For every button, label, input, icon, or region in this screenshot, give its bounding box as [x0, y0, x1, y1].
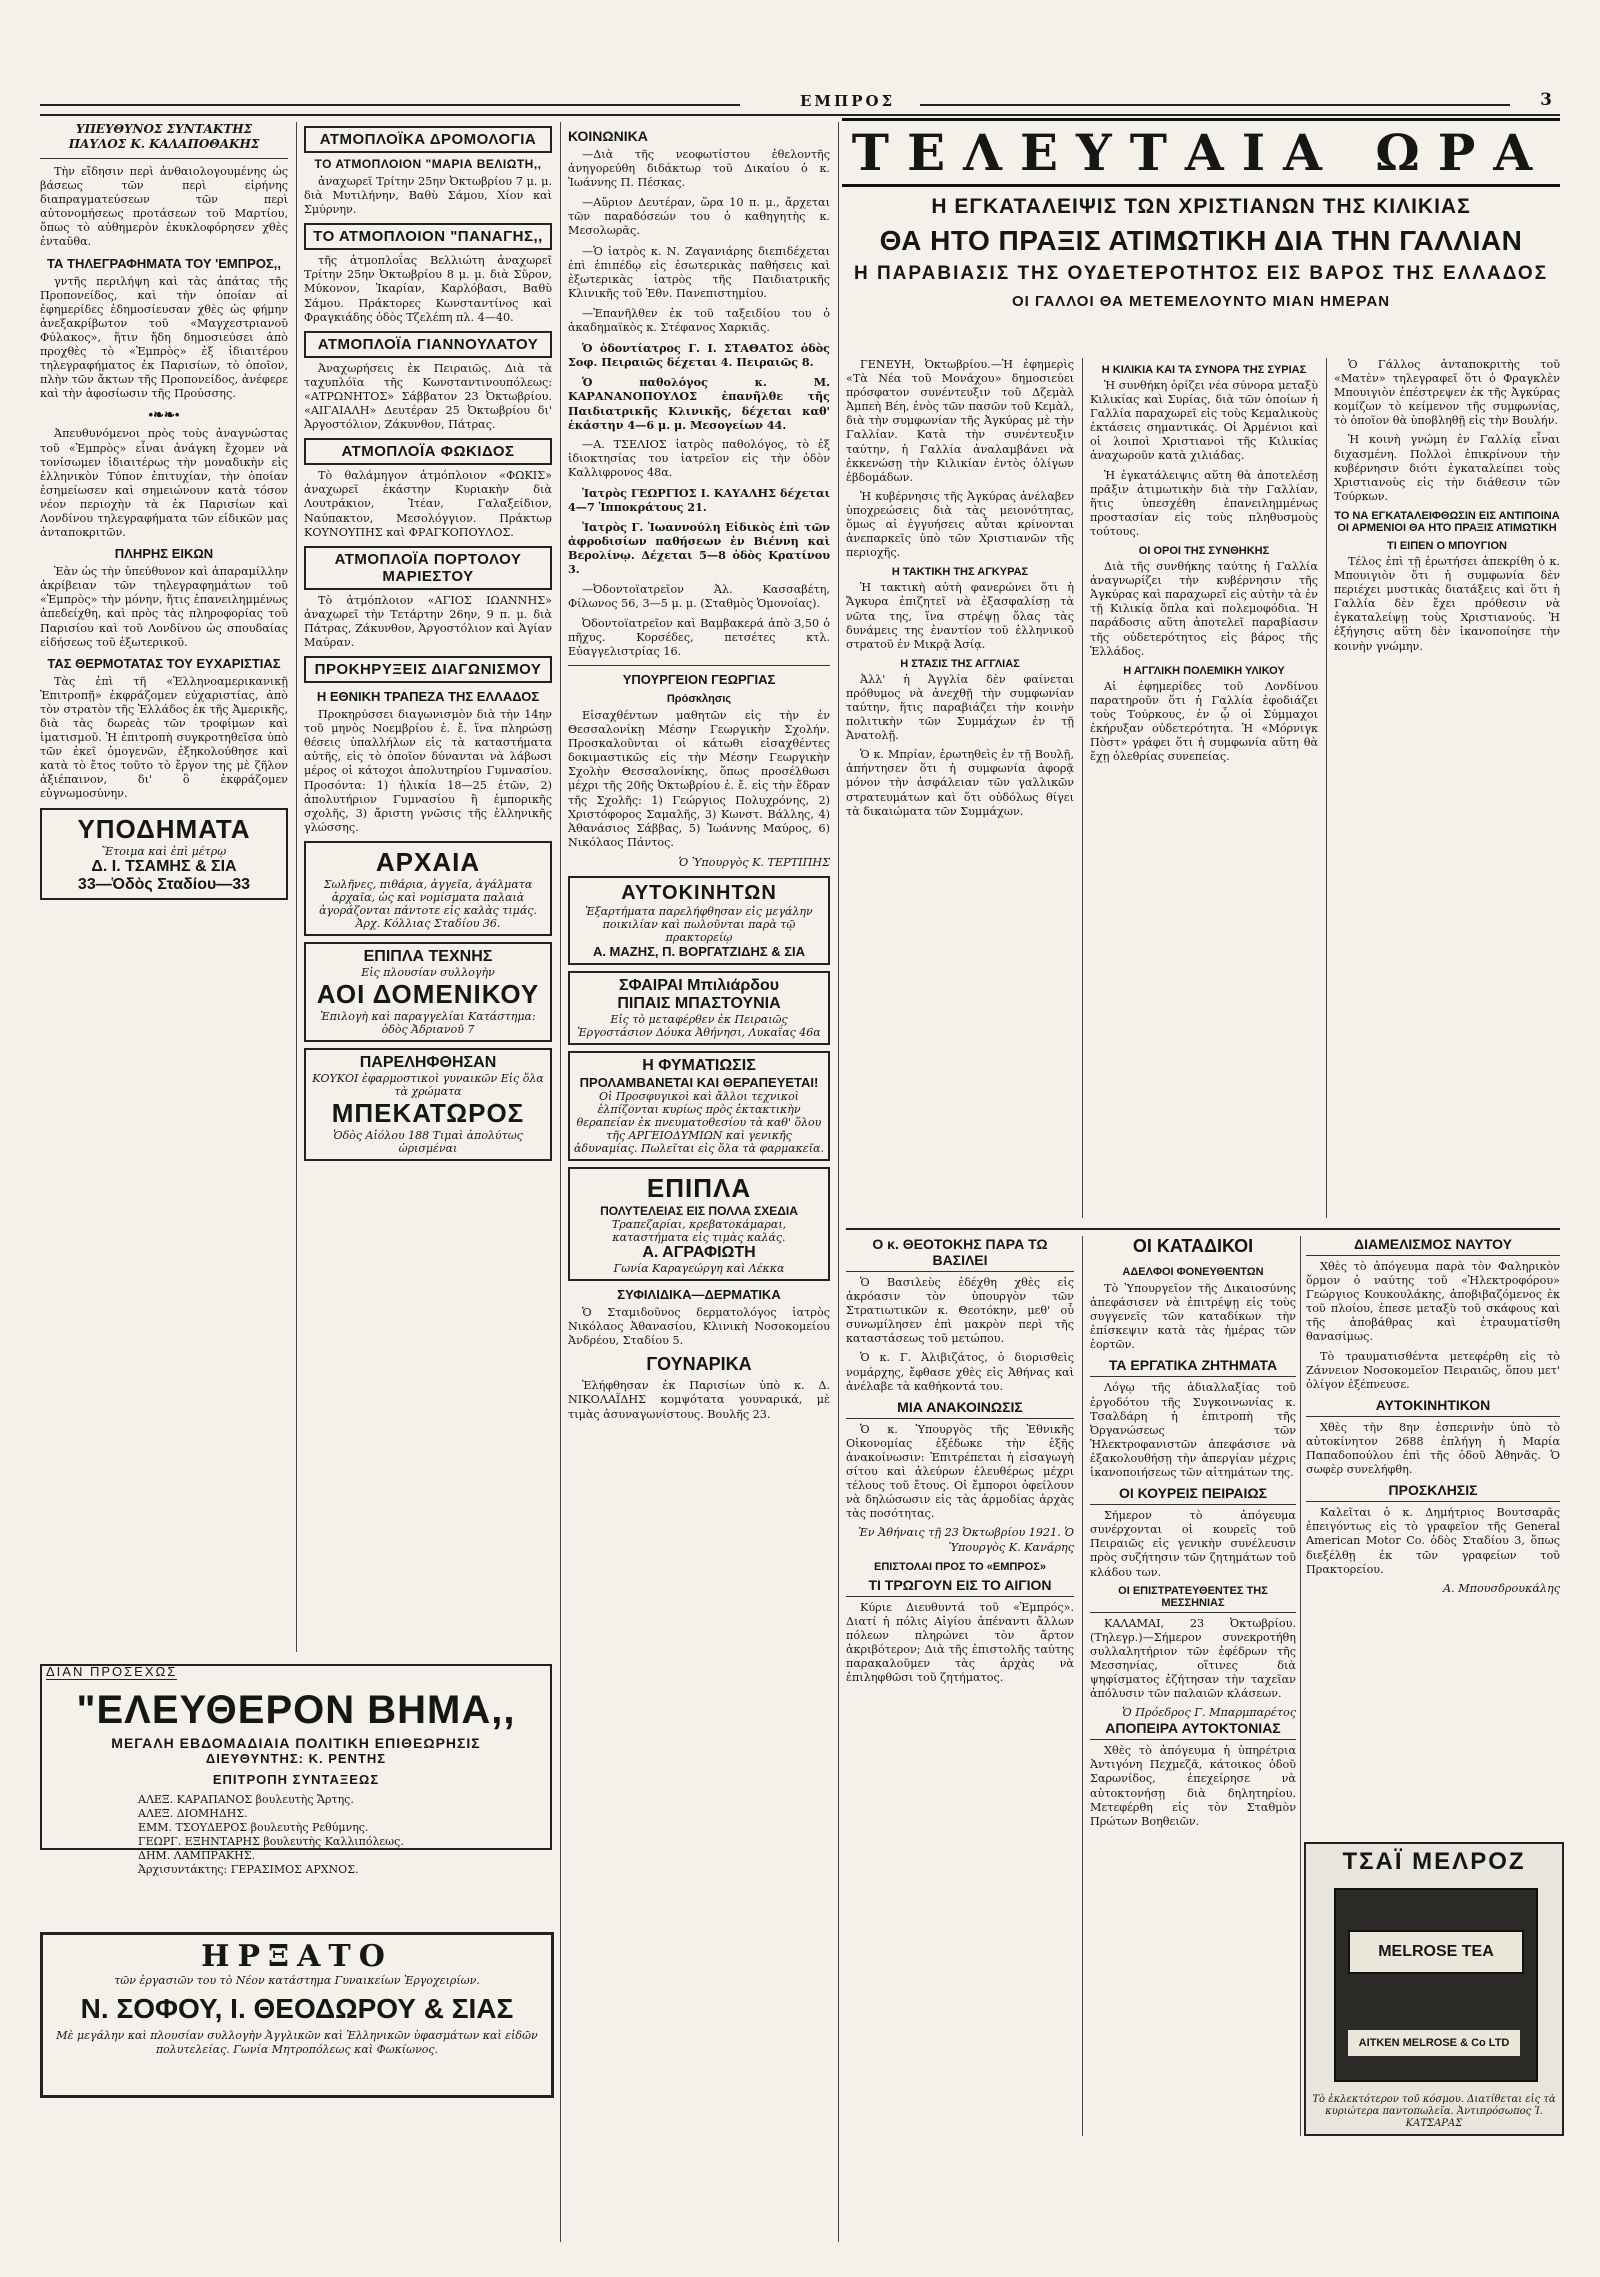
article-paragraph: Χθὲς τὸ ἀπόγευμα ἡ ὑπηρέτρια Ἀντιγόνη Πεχμεζᾶ, κάτοικος ὁδοῦ Σαρωνίδος, ἐπεχείρησε νὰ αὐτοκτονήσῃ διὰ δηλητηρίου. Μετεφέρθη εἰς τὸν Σταθμὸν Πρώτων Βοηθειῶν. [1090, 1744, 1296, 1828]
ad-subtitle: ΜΕΓΑΛΗ ΕΒΔΟΜΑΔΙΑΙΑ ΠΟΛΙΤΙΚΗ ΕΠΙΘΕΩΡΗΣΙΣ [111, 1735, 481, 1751]
social-item: Ὁ ὀδοντίατρος Γ. Ι. ΣΤΑΘΑΤΟΣ ὁδὸς Σοφ. Πειραιῶς δέχεται 4. Πειραιῶς 8. [568, 341, 830, 370]
section-heading: ΑΥΤΟΚΙΝΗΤΙΚΟΝ [1306, 1397, 1560, 1417]
article-paragraph: Τὰς ἐπὶ τῆ «Ἑλληνοαμερικανικῇ Ἐπιτροπῇ» ἐκφράζομεν εὐχαριστίας, ἀπὸ τὸν στρατὸν τῆς Ἐλλάδος ἐκ τῆς Ἀμερικῆς, διὰ τὰς δωρεὰς τῶν τροφίμων καὶ ἱματισμοῦ. Ἡ ἐπιτροπὴ συγκροτηθεῖσα ὑπὸ τῶν ἐκεῖ ὁμογενῶν, ἐξηκολούθησε καὶ κατὰ τὸ ἔτος τοῦτο τὸ ἔργον της μὲ ζῆλον ἀξιέπαινον, δι' ὃ ἐκφράζομεν εὐγνωμοσύνην. [40, 674, 288, 801]
article-paragraph: Ὁ κ. Ὑπουργὸς τῆς Ἐθνικῆς Οἰκονομίας ἐξέδωκε τὴν ἑξῆς ἀνακοίνωσιν: Ἐπιτρέπεται ἡ εἰσαγωγὴ σίτου καὶ ἀλεύρων ἐλευθέρως μέχρι τέλους τοῦ ἔτους. Οἱ ἔμποροι ὀφείλουν νὰ δηλώσωσιν εἰς τὰς ἁρμοδίας ἀρχὰς τὰς ποσότητας. [846, 1422, 1074, 1521]
article-paragraph: Κύριε Διευθυντά τοῦ «Ἐμπρός». Διατί ἡ πόλις Αἰγίου ἀπέναντι ἄλλων πόλεων πληρώνει τὸν ἄρτον ἀκριβότερον; Διὰ τῆς ἐπιστολῆς ταύτης παρακαλοῦμεν τὰς ἀρχὰς νὰ ἐπιληφθῶσι τοῦ ζητήματος. [846, 1600, 1074, 1685]
ad-name: Δ. Ι. ΤΣΑΜΗΣ & ΣΙΑ [91, 857, 237, 875]
article-paragraph: Διὰ τῆς συνθήκης ταύτης ἡ Γαλλία ἀναγνωρίζει τὴν κυβέρνησιν τῆς Ἀγκύρας καὶ παραχωρεῖ εἰς αὐτὴν τὰ ἐν τῇ Κιλικίᾳ ὅπλα καὶ πολεμοφόδια. Ἡ παράδοσις αὕτη ἀποτελεῖ παραβίασιν τῆς οὐδετερότητος εἰς βάρος τῆς Ἑλλάδος. [1090, 560, 1318, 658]
bottom-column-3 [1306, 1236, 1560, 1836]
section-heading: ΟΙ ΚΑΤΑΔΙΚΟΙ [1132, 1236, 1254, 1256]
advertisement-tuberculosis [568, 1051, 830, 1161]
section-heading: ΤΙ ΤΡΩΓΟΥΝ ΕΙΣ ΤΟ ΑΙΓΙΟΝ [846, 1577, 1074, 1597]
sub-heading: ΑΔΕΛΦΟΙ ΦΟΝΕΥΘΕΝΤΩΝ [1122, 1266, 1264, 1278]
headline-2: ΘΑ ΗΤΟ ΠΡΑΞΙΣ ΑΤΙΜΩΤΙΚΗ ΔΙΑ ΤΗΝ ΓΑΛΛΙΑΝ [879, 225, 1523, 256]
ship-notice: τῆς ἀτμοπλοΐας Βελλιώτη ἀναχωρεῖ Τρίτην 25ην Ὀκτωβρίου 8 μ. μ. διὰ Σῦρον, Μύκονον, Ἰκαρίαν, Καρλόβασι, Βαθὺ Σάμου. Πράκτορες Κωνσταντίνος καὶ Φραγκιάδης ὁδὸς Τζελέπη πλ. 4—40. [304, 254, 552, 324]
ad-title: ΥΠΟΔΗΜΑΤΑ [77, 813, 251, 844]
side-heading: ΠΛΗΡΗΣ ΕΙΚΩΝ [114, 546, 214, 562]
advertisement-cars [568, 876, 830, 965]
article-paragraph: ΓΕΝΕΥΗ, Ὀκτωβρίου.—Ἡ ἐφημερὶς «Τὰ Νέα τοῦ Μονάχου» δημοσιεύει πρόσφατον συνέντευξιν τοῦ Δζεμὰλ Ἀμπεὴ Βέη, ἑνὸς τῶν πασῶν τοῦ Κεμὰλ, διὰ τὴν συμφωνίαν τῆς Ἀγκύρας μὲ τὴν Γαλλίαν. Κατὰ τὴν συνέντευξιν ταύτην, ἡ Γαλλία ἀναλαμβάνει νὰ ἐκκενώσῃ τὴν Κιλικίαν ἐντὸς ὀλίγων ἑβδομάδων. [846, 358, 1074, 484]
section-heading: ΥΠΟΥΡΓΕΙΟΝ ΓΕΩΡΓΙΑΣ [622, 672, 776, 687]
masthead-rule-right [920, 104, 1510, 106]
ad-address: Γωνία Καραγεώργη καὶ Λέκκα [613, 1262, 785, 1276]
social-item: —Ὀδοντοϊατρεῖον Ἀλ. Κασσαβέτη, Φίλωνος 56, 3—5 μ. μ. (Σταθμὸς Ὁμονοίας). [568, 582, 830, 610]
column-rule [560, 122, 561, 2242]
ad-caption: Τὸ ἐκλεκτότερον τοῦ κόσμου. Διατίθεται εἰς τὰ κυριώτερα παντοπωλεῖα. Ἀντιπρόσωπος Ἰ. ΚΑΤΣΑΡΑΣ [1312, 2094, 1556, 2129]
committee-member: ΕΜΜ. ΤΣΟΥΔΕΡΟΣ βουλευτὴς Ρεθύμνης. [138, 1821, 369, 1834]
ad-subtitle: ΠΡΟΛΑΜΒΑΝΕΤΑΙ ΚΑΙ ΘΕΡΑΠΕΥΕΤΑΙ! [579, 1075, 819, 1091]
section-rule [846, 1228, 1560, 1230]
ad-name: ΜΠΕΚΑΤΩΡΟΣ [331, 1097, 525, 1128]
ad-title: ΕΠΙΠΛΑ ΤΕΧΝΗΣ [363, 947, 493, 965]
article-paragraph: Λόγῳ τῆς ἀδιαλλαξίας τοῦ ἐργοδότου τῆς Συγκοινωνίας κ. Τσαλδάρη ἡ ἐπιτροπὴ τῆς Ὀργανώσεως τῶν Ἠλεκτροφανιστῶν ἀπεφάσισε νὰ ἐξακολουθήσῃ τὴν ἀπεργίαν μέχρις ἱκανοποιήσεως τῶν αἰτημάτων της. [1090, 1381, 1296, 1480]
masthead-rule-left [40, 104, 740, 106]
ad-subtitle: Ἐξαρτήματα παρελήφθησαν εἰς μεγάλην ποικιλίαν καὶ πωλοῦνται παρὰ τῷ πρακτορείῳ [585, 905, 813, 945]
article-paragraph: Ὁ Γάλλος ἀνταποκριτὴς τοῦ «Ματὲν» τηλεγραφεῖ ὅτι ὁ Φραγκλὲν Μπουιγιὸν ἐπέστρεψεν ἐκ τῆς Ἀγκύρας κομίζων τὸ κείμενον τῆς συμφωνίας, τὸ ὁποῖον θὰ ὑποβληθῇ εἰς τὴν Βουλήν. [1334, 358, 1560, 428]
article-paragraph: Τὴν εἴδησιν περὶ ἀνθαιολογουμένης ὡς βάσεως τῶν περὶ εἰρήνης διαπραγματεύσεων τῶν περὶ αὐτονομήσεως προτάσεων τοῦ Μαρτίου, ὅπως τὸ αὐθημερὸν ἐκυκλοφόρησεν χθὲς ἐνταῦθα. [40, 165, 288, 249]
social-item: —Α. ΤΣΕΛΙΟΣ ἰατρὸς παθολόγος, τὸ ἐξ ἰδιοκτησίας του ἰατρεῖον εἰς τὴν ὁδὸν Καλλιφρονος 48α. [568, 437, 830, 479]
sub-heading: Η ΣΤΑΣΙΣ ΤΗΣ ΑΓΓΛΙΑΣ [900, 657, 1020, 670]
ship-heading: ΑΤΜΟΠΛΟΪΑ ΠΟΡΤΟΛΟΥ ΜΑΡΙΕΣΤΟΥ [304, 546, 552, 590]
section-heading: ΚΟΙΝΩΝΙΚΑ [568, 128, 648, 144]
social-item: Ἰατρὸς Γ. Ἰωαννούλη Εἰδικὸς ἐπὶ τῶν ἀφροδισίων παθήσεων ἐν Βιέννη καὶ Βερολίνῳ. Δέχεται 5—8 ὁδὸς Κρατίνου 3. [568, 520, 830, 577]
ad-subtitle: Εἰς τὸ μεταφέρθεν ἐκ Πειραιῶς Ἐργοστάσιον Δόυκα Ἀθήνησι, Λυκαΐας 46α [577, 1013, 821, 1040]
advertisement-furniture [568, 1167, 830, 1281]
staff-name: ΠΑΥΛΟΣ Κ. ΚΑΛΑΠΟΘΑΚΗΣ [68, 137, 260, 151]
social-item: —Ὁ ἰατρὸς κ. Ν. Ζαγανιάρης διεπιδέχεται ἐπὶ ἐπιπέδῳ εἰς ἐσωτερικὰς παθήσεις καὶ ἐξωτερικὰς ἰατρὸς τῆς Παιδιατρικῆς Κλινικῆς τοῦ Ἐθν. Πανεπιστημίου. [568, 244, 830, 300]
ad-text: Ὁ Σταμιδοῦνος δερματολόγος ἰατρὸς Νικόλαος Ἀθανασίου, Κλινικὴ Νοσοκομείου Ἀνδρέου, Σταδίου 5. [568, 1306, 830, 1348]
ad-address: Ὁδὸς Αἰόλου 188 Τιμαὶ ἀπολύτως ὡρισμέναι [333, 1128, 523, 1155]
ad-title: ΑΡΧΑΙΑ [375, 846, 481, 877]
staff-box [40, 122, 288, 152]
article-paragraph: Ἡ συνθήκη ὁρίζει νέα σύνορα μεταξὺ Κιλικίας καὶ Συρίας, διὰ τῶν ὁποίων ἡ Γαλλία παραχωρεῖ εἰς τοὺς Κεμαλικοὺς ἐκτάσεις σημαντικάς. Οἱ Ἀρμένιοι καὶ οἱ λοιποὶ Χριστιανοὶ τῆς Κιλικίας ἀναχωροῦν κατὰ χιλιάδας. [1090, 379, 1318, 463]
ad-title: ΑΥΤΟΚΙΝΗΤΩΝ [621, 882, 777, 905]
article-paragraph: ΚΑΛΑΜΑΙ, 23 Ὀκτωβρίου. (Τηλεγρ.)—Σήμερον συνεκροτήθη συλλαλητήριον τῶν ἐφέδρων τῆς Μεσσηνίας, οἵτινες διὰ ψηφίσματος ἐζήτησαν τὴν ταχεῖαν ἀπόλυσιν τῶν παλαιῶν κλάσεων. [1090, 1616, 1296, 1701]
ad-committee-title: ΕΠΙΤΡΟΠΗ ΣΥΝΤΑΞΕΩΣ [212, 1772, 380, 1787]
ad-title: "ΕΛΕΥΘΕΡΟΝ ΒΗΜΑ,, [76, 1688, 516, 1732]
column-rule [296, 122, 297, 1652]
ad-subtitle: Ἕτοιμα καὶ ἐπὶ μέτρῳ [101, 844, 227, 858]
column-rule [1082, 358, 1083, 1218]
advertisement-shoes [40, 808, 288, 900]
tea-label: MELROSE TEA [1348, 1930, 1524, 1974]
advertisement-melrose-tea [1304, 1842, 1564, 2136]
column-rule [1082, 1236, 1083, 2136]
article-paragraph: Ὁ Βασιλεὺς ἐδέχθη χθὲς εἰς ἀκρόασιν τὸν ὑπουργὸν τῶν Στρατιωτικῶν κ. Θεοτόκην, μεθ' οὗ συνωμίλησεν ἐπὶ μακρὸν περὶ τῆς καταστάσεως τοῦ μετώπου. [846, 1276, 1074, 1346]
article-paragraph: Χθὲς τὸ ἀπόγευμα παρὰ τὸν Φαληρικὸν ὅρμον ὁ ναύτης τοῦ «Ἠλεκτροφόρου» Γεώργιος Κουκουλάκης, ἀποβιβαζόμενος ἐκ τοῦ πλοίου, ἐπεσε μεταξὺ τοῦ σκάφους καὶ τῆς ἀποβάθρας καὶ ἐτραυματίσθη θανασίμως. [1306, 1260, 1560, 1344]
article-paragraph: Σήμερον τὸ ἀπόγευμα συνέρχονται οἱ κουρεῖς τοῦ Πειραιῶς εἰς γενικὴν συνέλευσιν πρὸς συζήτησιν τῶν ζητημάτων τοῦ κλάδου των. [1090, 1509, 1296, 1579]
signature: Ὁ Πρόεδρος Γ. Μπαρμπαρέτος [1122, 1706, 1296, 1720]
ad-name: ΠΙΠΑΙΣ ΜΠΑΣΤΟΥΝΙΑ [617, 995, 781, 1013]
section-heading: ΟΙ ΚΟΥΡΕΙΣ ΠΕΙΡΑΙΩΣ [1090, 1485, 1296, 1505]
advertisement-eleftheron-vima [40, 1664, 552, 1876]
ad-address: 33—Ὁδὸς Σταδίου—33 [77, 875, 251, 893]
article-paragraph: Καλεῖται ὁ κ. Δημήτριος Βουτσαρᾶς ἐπειγόντως εἰς τὸ γραφεῖον τῆς General American Motor Co. ὁδὸς Σταδίου 3, ὅπως διεξέλθῃ ἐκ τῶν γραφείων τοῦ Πρακτορείου. [1306, 1506, 1560, 1576]
ad-committee-list [138, 1793, 550, 1877]
advertisement-hats [304, 1048, 552, 1161]
signature: Ἐν Ἀθήναις τῇ 23 Ὀκτωβρίου 1921. Ὁ Ὑπουργὸς Κ. Κανάρης [858, 1526, 1074, 1554]
column-rule [838, 122, 839, 2242]
ad-subtitle: ΚΟΥΚΟΙ ἐφαρμοστικοὶ γυναικῶν Εἰς ὅλα τὰ χρώματα [312, 1071, 544, 1098]
article-paragraph: Ἡ κοινὴ γνώμη ἐν Γαλλίᾳ εἶναι διχασμένη. Πολλοὶ ἐπικρίνουν τὴν κυβέρνησιν διότι ἐγκαταλείπει τοὺς Χριστιανοὺς εἰς τὴν διάθεσιν τῶν Τούρκων. [1334, 433, 1560, 503]
signature: Α. Μπουσδρουκάλης [1443, 1581, 1560, 1595]
ad-text: Τραπεζαρίαι, κρεβατοκάμαραι, καταστήματα εἰς τιμὰς καλάς. [611, 1218, 787, 1245]
column-2 [304, 122, 552, 1652]
sub-heading: Η ΑΓΓΛΙΚΗ ΠΟΛΕΜΙΚΗ ΥΛΙΚΟΥ [1123, 664, 1285, 677]
column-rule [1326, 358, 1327, 1218]
signature: Ὁ Ὑπουργὸς Κ. ΤΕΡΤΙΠΗΣ [678, 855, 830, 869]
section-heading: ΑΠΟΠΕΙΡΑ ΑΥΤΟΚΤΟΝΙΑΣ [1090, 1720, 1296, 1740]
social-item: Ἰατρὸς ΓΕΩΡΓΙΟΣ Ι. ΚΑΥΑΛΗΣ δέχεται 4—7 Ἱπποκράτους 21. [568, 485, 830, 515]
sub-heading: ΕΠΙΣΤΟΛΑΙ ΠΡΟΣ ΤΟ «ΕΜΠΡΟΣ» [874, 1560, 1046, 1573]
headline-3: Η ΠΑΡΑΒΙΑΣΙΣ ΤΗΣ ΟΥΔΕΤΕΡΟΤΗΤΟΣ ΕΙΣ ΒΑΡΟΣ ΤΗΣ ΕΛΛΑΔΟΣ [853, 263, 1549, 284]
advertisement-furniture [304, 942, 552, 1042]
ad-title: ΠΑΡΕΛΗΦΘΗΣΑΝ [359, 1053, 497, 1071]
headline-4: ΟΙ ΓΑΛΛΟΙ ΘΑ ΜΕΤΕΜΕΛΟΥΝΤΟ ΜΙΑΝ ΗΜΕΡΑΝ [1011, 293, 1391, 310]
lead-article-column-2 [1090, 358, 1318, 1218]
article-paragraph: Ἡ ἐγκατάλειψις αὕτη θὰ ἀποτελέσῃ πρᾶξιν ἀτιμωτικὴν διὰ τὴν Γαλλίαν, ἥτις ὑπεσχέθη ἐπανειλημμένως προστασίαν εἰς τοὺς πληθυσμοὺς τούτους. [1090, 468, 1318, 538]
ship-notice: ἀναχωρεῖ Τρίτην 25ην Ὀκτωβρίου 7 μ. μ. διὰ Μυτιλήνην, Βαθὺ Σάμου, Χίον καὶ Σμύρνην. [304, 175, 552, 217]
article-paragraph: γντῆς περιλήψη καὶ τὰς ἀπάτας τῆς Προπονείδος, καὶ τὴν ὁποίαν αἱ ἐφημερίδες ἐδημοσίευσαν χθὲς ὡς φήμην ἀνεξακρίβωτον τοῦ «Μαγχεστριανοῦ Φύλακος», ἥτιν ἤδη δημοσιεύσει ἀπὸ προχθὲς τὸ «Ἐμπρὸς» ἐξ ἰδιαιτέρου τηλεγραφήματος ἐκ Παρισίων, τὸ ὁποῖον, πλὴν τῶν ἄκτων τῆς Προπονείδος, ἀνέφερε καὶ τὴν ἀφοσίωσιν τῆς Προύσσης. [40, 274, 288, 401]
ship-heading: ΤΟ ΑΤΜΟΠΛΟΙΟΝ "ΜΑΡΙΑ ΒΕΛΙΩΤΗ,, [314, 157, 542, 171]
article-paragraph: Ἐὰν ὡς τὴν ὑπεύθυνον καὶ ἀπαραμίλλην ἀκρίβειαν τῶν τηλεγραφημάτων τοῦ «Ἐμπρὸς» τὴν μόνην, ἥτις ἐπανειλημμένως ἀπεδείχθη, καὶ πρὸς τὰς πληροφορίας τοῦ Παρισίου καὶ τοῦ Λονδίνου ὡς σπουδαίας εἰδήσεως τοῦ ἐξωτερικοῦ. [40, 565, 288, 649]
section-heading: Ο κ. ΘΕΟΤΟΚΗΣ ΠΑΡΑ ΤΩ ΒΑΣΙΛΕΙ [846, 1236, 1074, 1272]
article-paragraph: Χθὲς τὴν 8ην ἑσπερινὴν ὑπὸ τὸ αὐτοκίνητον 2688 ἐπλήγη ἡ Μαρία Παπαδοπούλου ἐπὶ τῆς ὁδοῦ Ἀθηνᾶς. Ὁ σωφὲρ συνελήφθη. [1306, 1420, 1560, 1477]
article-paragraph: Τὸ Ὑπουργεῖον τῆς Δικαιοσύνης ἀπεφάσισεν νὰ ἐπιτρέψῃ εἰς τοὺς συγγενεῖς τῶν καταδίκων τὴν ἐπίσκεψιν κατὰ τὰς ἡμέρας τῶν ἑορτῶν. [1090, 1282, 1296, 1352]
bank-heading: Η ΕΘΝΙΚΗ ΤΡΑΠΕΖΑ ΤΗΣ ΕΛΛΑΔΟΣ [316, 689, 540, 705]
sub-heading: ΟΙ ΟΡΟΙ ΤΗΣ ΣΥΝΘΗΚΗΣ [1138, 545, 1270, 558]
sub-heading: ΤΙ ΕΙΠΕΝ Ο ΜΠΟΥΓΙΟΝ [1387, 539, 1507, 552]
committee-member: ΓΕΩΡΓ. ΕΞΗΝΤΑΡΗΣ βουλευτὴς Καλλιπόλεως. [138, 1835, 404, 1848]
side-heading: ΤΑ ΤΗΛΕΓΡΑΦΗΜΑΤΑ ΤΟΥ 'ΕΜΠΡΟΣ,, [47, 255, 281, 271]
staff-title: ΥΠΕΥΘΥΝΟΣ ΣΥΝΤΑΚΤΗΣ [75, 122, 253, 136]
bank-notice: Προκηρύσσει διαγωνισμὸν διὰ τὴν 14ην τοῦ μηνὸς Νοεμβρίου ἐ. ἔ. ἵνα πληρώσῃ θέσεις ὑπαλλήλων εἰς τὰ καταστήματα αὐτῆς, εἰς τὸ ὁποῖον δύνανται νὰ λάβωσι μέρος οἱ κάτοχοι ἀπολυτηρίου Γυμνασίου. Προσόντα: 1) ἡλικία 18—25 ἐτῶν, 2) ἀπολυτήριον Γυμνασίου ἢ ἐμπορικῆς σχολῆς, 3) ἄριστη γνῶσις τῆς ἑλληνικῆς γλώσσης. [304, 708, 552, 834]
ad-director: ΔΙΕΥΘΥΝΤΗΣ: Κ. ΡΕΝΤΗΣ [205, 1751, 387, 1766]
divider [40, 158, 288, 159]
ad-text: Οἱ Προσφυγικοὶ καὶ ἄλλοι τεχνικοὶ ἐλπίζονται κυρίως πρὸς ἐκτακτικὴν θεραπείαν ἐκ πνευματοθεσίου τὰ καθ' ὅλου τῆς ΑΡΓΕΙΟΔΥΜΙΩΝ καὶ γενικῆς ἀδυναμίας. Πωλεῖται εἰς ὅλα τὰ φαρμακεῖα. [574, 1090, 824, 1156]
sub-heading: Η ΚΙΛΙΚΙΑ ΚΑΙ ΤΑ ΣΥΝΟΡΑ ΤΗΣ ΣΥΡΙΑΣ [1101, 364, 1307, 376]
social-item: —Διὰ τῆς νεοφωτίστου ἐθελοντῆς ἀνηγορεύθη διδάκτωρ τοῦ Δικαίου ὁ κ. Ἰωάννης Π. Πέσκας. [568, 148, 830, 190]
ad-text: Ἐλήφθησαν ἐκ Παρισίων ὑπὸ κ. Δ. ΝΙΚΟΛΑΪΔΗΣ κομψότατα γουναρικά, μὲ τιμὰς ἀσυναγωνίστους. Βουλῆς 23. [568, 1379, 830, 1421]
lead-article-column-1 [846, 358, 1074, 1218]
last-hour-header [842, 118, 1560, 310]
article-paragraph: Ἡ κυβέρνησις τῆς Ἀγκύρας ἀνέλαβεν ὑποχρεώσεις διὰ τὰς μειονότητας, ὅμως αἱ ἐγγυήσεις αὗται κρίνονται ἀνεπαρκεῖς ὑπὸ τῶν Χριστιανῶν τῆς περιοχῆς. [846, 489, 1074, 560]
social-item: Ὀδοντοϊατρεῖον καὶ Βαμβακερά ἀπὸ 3,50 ὁ πῆχυς. Κορσέδες, πετσέτες κτλ. Εὐαγγελιστρίας 16. [568, 616, 830, 658]
ad-title: ΕΠΙΠΛΑ [646, 1173, 752, 1204]
article-paragraph: Αἱ ἐφημερίδες τοῦ Λονδίνου παρατηροῦν ὅτι ἡ Γαλλία ἐφοδιάζει τοὺς Τούρκους, ἐν ᾧ οἱ Σύμμαχοι ἐκήρυξαν οὐδετερότητα. Ἡ «Μόρνιγκ Πὸστ» γράφει ὅτι ἡ συμφωνία αὕτη θὰ ἔχῃ ὀλεθρίας συνεπείας. [1090, 679, 1318, 764]
lead-article-column-3 [1334, 358, 1560, 1218]
section-heading: ΠΡΟΣΚΛΗΣΙΣ [1306, 1482, 1560, 1502]
advertisement-store-opening [40, 1932, 554, 2098]
advertisement-billiards [568, 971, 830, 1045]
last-hour-title: ΤΕΛΕΥΤΑΙΑ ΩΡΑ [842, 118, 1560, 187]
ship-notice: Τὸ θαλάμηγον ἀτμόπλοιον «ΦΩΚΙΣ» ἀναχωρεῖ ἑκάστην Κυριακὴν διὰ Λουτράκιον, Ἰτέαν, Γαλαξείδιον, Ναύπακτον, Μεσολόγγιον. Πράκτωρ ΚΟΥΝΟΥΠΗΣ καὶ ΦΡΑΓΚΟΠΟΥΛΟΣ. [304, 469, 552, 539]
section-heading: ΤΑ ΕΡΓΑΤΙΚΑ ΖΗΤΗΜΑΤΑ [1090, 1357, 1296, 1377]
tea-tin-illustration [1334, 1888, 1538, 2082]
ad-name: Ν. ΣΟΦΟΥ, Ι. ΘΕΟΔΩΡΟΥ & ΣΙΑΣ [80, 1993, 514, 2024]
committee-member: ΑΛΕΞ. ΚΑΡΑΠΑΝΟΣ βουλευτὴς Ἄρτης. [138, 1793, 354, 1806]
section-heading: ΜΙΑ ΑΝΑΚΟΙΝΩΣΙΣ [846, 1399, 1074, 1419]
headline-1: Η ΕΓΚΑΤΑΛΕΙΨΙΣ ΤΩΝ ΧΡΙΣΤΙΑΝΩΝ ΤΗΣ ΚΙΛΙΚΙΑΣ [931, 195, 1471, 218]
committee-member: Ἀρχισυντάκτης: ΓΕΡΑΣΙΜΟΣ ΑΡΧΝΟΣ. [138, 1863, 359, 1876]
advertisement-antiques [304, 841, 552, 936]
ad-title: ΣΦΑΙΡΑΙ Μπιλιάρδου [618, 977, 780, 995]
column-3 [568, 122, 830, 2252]
ship-heading: ΑΤΜΟΠΛΟΪΑ ΓΙΑΝΝΟΥΛΑΤΟΥ [304, 331, 552, 358]
social-item: —Ἐπανῆλθεν ἐκ τοῦ ταξειδίου του ὁ ἀκαδημαϊκὸς κ. Στέφανος Χαρκιᾶς. [568, 306, 830, 335]
ministry-notice: Εἰσαχθέντων μαθητῶν εἰς τὴν ἐν Θεσσαλονίκῃ Μέσην Γεωργικὴν Σχολήν. Προσκαλοῦνται οἱ κάτωθι εἰσαχθέντες δοκιμαστικῶς εἰς τὴν Μέσην Γεωργικὴν Σχολὴν Θεσσαλονίκης, ὅπως προσέλθωσι μέχρι τῆς 20ῆς Ὀκτωβρίου ἐ. ἔ. εἰς τὴν ἕδραν τῆς Σχολῆς: 1) Γεώργιος Πολυχρόνης, 2) Χριστόφορος Σαμαλῆς, 3) Κωνστ. Βάλλης, 4) Ἀθανάσιος Σάββας, 5) Ἰωάννης Μαύρος, 6) Νικόλαος Πάντος. [568, 709, 830, 849]
committee-member: ΔΗΜ. ΛΑΜΠΡΑΚΗΣ. [138, 1849, 255, 1862]
ad-text: Μὲ μεγάλην καὶ πλουσίαν συλλογὴν Ἀγγλικῶν καὶ Ἑλληνικῶν ὑφασμάτων καὶ εἰδῶν πολυτελείας. Γωνία Μητροπόλεως καὶ Φωκίωνος. [56, 2029, 538, 2056]
article-paragraph: Ὁ κ. Γ. Ἀλιβιζάτος, ὁ διορισθεὶς νομάρχης, ἔφθασε χθὲς εἰς Ἀθήνας καὶ ἀνέλαβε τὰ καθήκοντά του. [846, 1351, 1074, 1393]
masthead [40, 90, 1560, 116]
article-paragraph: Ἀλλ' ἡ Ἀγγλία δὲν φαίνεται πρόθυμος νὰ ἀνεχθῇ τὴν συμφωνίαν ταύτην, ἥτις παραβιάζει τὴν κοινὴν πολιτικὴν τῶν Συμμάχων ἐν τῇ Ἀνατολῇ. [846, 672, 1074, 743]
social-item: —Αὔριον Δευτέραν, ὥρα 10 π. μ., ἄρχεται τῶν παραδόσεών του ὁ καθηγητὴς κ. Μεσολωρᾶς. [568, 196, 830, 238]
section-heading: ΟΙ ΕΠΙΣΤΡΑΤΕΥΘΕΝΤΕΣ ΤΗΣ ΜΕΣΣΗΝΙΑΣ [1090, 1585, 1296, 1613]
divider [568, 665, 830, 666]
ad-title: ΤΣΑΪ ΜΕΛΡΟΖ [1342, 1848, 1526, 1875]
ship-heading: ΤΟ ΑΤΜΟΠΛΟΙΟΝ "ΠΑΝΑΓΗΣ,, [304, 223, 552, 250]
ornament: •❧❧• [148, 407, 180, 423]
bottom-column-2 [1090, 1236, 1296, 2136]
masthead-title: ΕΜΠΡΟΣ [800, 92, 896, 110]
column-1 [40, 122, 288, 1652]
ad-name: Α. ΑΓΡΑΦΙΩΤΗ [642, 1244, 756, 1262]
tea-label-maker: AITKEN MELROSE & Co LTD [1348, 2030, 1520, 2056]
sub-heading: Πρόσκλησις [666, 693, 732, 705]
ship-notice: Ἀναχωρήσεις ἐκ Πειραιῶς. Διὰ τὰ ταχυπλόϊα τῆς Κωνσταντινουπόλεως: «ΑΤΡΩΝΗΤΟΣ» Σάββατον 23 Ὀκτωβρίου. «ΑΙΓΑΙΑΛΗ» Δευτέραν 25 Ὀκτωβρίου δι' Ἀργοστόλιον, Ζάκυνθον, Πάτρας. [304, 361, 552, 432]
bottom-column-1 [846, 1236, 1074, 2136]
ad-notice: ΔΙΑΝ ΠΡΟΣΕΧΩΣ [46, 1664, 178, 1679]
ad-subtitle: ΠΟΛΥΤΕΛΕΙΑΣ ΕΙΣ ΠΟΛΛΑ ΣΧΕΔΙΑ [600, 1204, 798, 1219]
section-heading: ΑΤΜΟΠΛΟΪΚΑ ΔΡΟΜΟΛΟΓΙΑ [304, 126, 552, 153]
ad-title: Η ΦΥΜΑΤΙΩΣΙΣ [642, 1057, 756, 1075]
article-paragraph: Ἡ τακτικὴ αὐτὴ φανερώνει ὅτι ἡ Ἄγκυρα ἐπιζητεῖ νὰ ἐξασφαλίσῃ τὰ νῶτα της, ἵνα στρέψῃ ὅλας τὰς δυνάμεις της ἐναντίον τοῦ ἑλληνικοῦ στρατοῦ ἐν Μικρᾷ Ἀσίᾳ. [846, 581, 1074, 651]
ad-subtitle: Εἰς πλουσίαν συλλογὴν [361, 965, 495, 979]
ad-title: ΗΡΞΑΤΟ [201, 1939, 393, 1974]
ship-notice: Τὸ ἀτμόπλοιον «ΑΓΙΟΣ ΙΩΑΝΝΗΣ» ἀναχωρεῖ τὴν Τετάρτην 26ην, 9 π. μ. διὰ Πάτρας, Ζάκυνθον, Ἀργοστόλιον καὶ Ἀγίαν Μαύραν. [304, 593, 552, 649]
section-heading: ΠΡΟΚΗΡΥΞΕΙΣ ΔΙΑΓΩΝΙΣΜΟΥ [304, 656, 552, 683]
sub-heading: Η ΤΑΚΤΙΚΗ ΤΗΣ ΑΓΚΥΡΑΣ [891, 566, 1029, 579]
ad-subtitle: τῶν ἐργασιῶν του τὸ Νέον κατάστημα Γυναικείων Ἐργοχειρίων. [114, 1974, 480, 1987]
ship-heading: ΑΤΜΟΠΛΟΪΑ ΦΩΚΙΔΟΣ [304, 438, 552, 465]
committee-member: ΑΛΕΞ. ΔΙΟΜΗΔΗΣ. [138, 1807, 248, 1820]
ad-heading: ΣΥΦΙΛΙΔΙΚΑ—ΔΕΡΜΑΤΙΚΑ [617, 1287, 781, 1303]
page-number: 3 [1540, 90, 1552, 110]
article-paragraph: Ὁ κ. Μπρίαν, ἐρωτηθεὶς ἐν τῇ Βουλῇ, ἀπήντησεν ὅτι ἡ συμφωνία ἀφορᾷ μόνον τὴν ἀσφάλειαν τῶν γαλλικῶν στρατευμάτων καὶ ὅτι οὐδόλως θίγει τὰ δικαιώματα τῶν Συμμάχων. [846, 748, 1074, 818]
ad-name: Α. ΜΑΖΗΣ, Π. ΒΟΡΓΑΤΖΙΔΗΣ & ΣΙΑ [592, 944, 806, 960]
column-rule [1300, 1236, 1301, 2136]
article-paragraph: Τὸ τραυματισθέντα μετεφέρθη εἰς τὸ Ζάννειον Νοσοκομεῖον Πειραιῶς, ὅπου μετ' ὀλίγον ἐξέπνευσε. [1306, 1349, 1560, 1391]
sub-heading: ΤΟ ΝΑ ΕΓΚΑΤΑΛΕΙΦΘΩΣΙΝ ΕΙΣ ΑΝΤΙΠΟΙΝΑ ΟΙ ΑΡΜΕΝΙΟΙ ΘΑ ΗΤΟ ΠΡΑΞΙΣ ΑΤΙΜΩΤΙΚΗ [1334, 509, 1560, 534]
article-paragraph: Τέλος ἐπὶ τῇ ἐρωτήσει ἀπεκρίθη ὁ κ. Μπουιγιὸν ὅτι ἡ συμφωνία δὲν περιέχει μυστικὰς διατάξεις καὶ ὅτι ἡ Γαλλία δὲν ἔχει πρόθεσιν νὰ ἐγκαταλείψῃ τοὺς Χριστιανούς. Ἡ ἐξήγησις αὕτη δὲν ἱκανοποίησε τὴν κοινὴν γνώμην. [1334, 554, 1560, 653]
article-paragraph: Ἀπευθυνόμενοι πρὸς τοὺς ἀναγνώστας τοῦ «Ἐμπρὸς» εἶναι ἀνάγκη ἔχομεν νὰ τονίσωμεν ἰδιαιτέρως τὴν μοναδικὴν εἰς ἑλληνικὸν Τύπον ἐπιτυχίαν, τὴν ὁποίαν ἐσημείωσεν καὶ σημειώνουν κατὰ τόσον νέον περιοχὴν τὰ ἐκ Παρισίων καὶ Λονδίνου τηλεγραφήματα τῶν εἰδικῶν μας ἀνταποκριτῶν. [40, 427, 288, 540]
section-heading: ΔΙΑΜΕΛΙΣΜΟΣ ΝΑΥΤΟΥ [1306, 1236, 1560, 1256]
ad-heading: ΓΟΥΝΑΡΙΚΑ [646, 1354, 752, 1375]
ad-address: Ἐπιλογὴ καὶ παραγγελίαι Κατάστημα: ὁδὸς Ἀδριανοῦ 7 [320, 1009, 536, 1036]
ad-text: Σωλῆνες, πιθάρια, ἀγγεῖα, ἀγάλματα ἀρχαῖα, ὡς καὶ νομίσματα παλαιὰ ἀγοράζονται πάντοτε εἰς καλὰς τιμάς. Ἀρχ. Κόλλιας Σταδίου 36. [319, 877, 537, 930]
social-item: Ὁ παθολόγος κ. Μ. ΚΑΡΑΝΑΝΟΠΟΥΛΟΣ ἐπανῆλθε τῆς Παιδιατρικῆς Κλινικῆς, δέχεται καθ' ἑκάστην 4—6 μ. μ. Μεσογείων 44. [568, 375, 830, 432]
side-heading: ΤΑΣ ΘΕΡΜΟΤΑΤΑΣ ΤΟΥ ΕΥΧΑΡΙΣΤΙΑΣ [47, 655, 281, 671]
ad-name: ΑΟΙ ΔΟΜΕΝΙΚΟΥ [316, 978, 540, 1009]
